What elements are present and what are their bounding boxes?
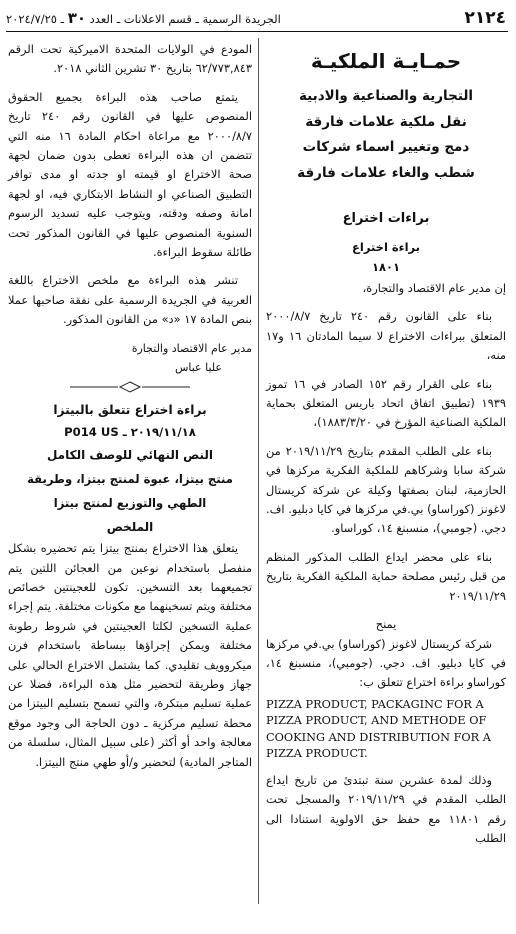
closing-text: وذلك لمدة عشرين سنة تبتدئ من تاريخ ايداع الطلب المقدم في ٢٠١٩/١١/٢٩ والمسجل تحت رقم ١١٨٠١ مع حفظ حق الاولوية استنادا الى الطلب — [266, 772, 506, 845]
abstract-label: الملخص — [106, 520, 154, 535]
rights-paragraph: يتمتع صاحب هذه البراءة بجميع الحقوق المنصوص عليها في القانون رقم ٢٤٠ تاريخ ٢٠٠٠/٨/٧ مع مراعاة احكام المادة ١٦ منه التي تتضمن ان هذه البراءة تعطى بدون ضمان لجهة صحة الاختراع او قيمته او جدته او مدى توافر التطبيق الصناعي او النشاط الابتكاري فيه، او لجهة امانة وصفه ودقته، ويتوجب عليه تسديد الرسوم السنوية المنصوص عليها في القانون المذكور تحت طائلة سقوط البراءة. — [8, 89, 252, 260]
paragraph-decision: بناء على القرار رقم ١٥٢ الصادر في ١٦ تموز ١٩٣٩ (تطبيق اتفاق اتحاد باريس المتعلق بحماية الملكية الصناعية المؤرخ في ١٨٨٣/٣/٢٠)، — [266, 376, 506, 430]
page-header — [6, 6, 506, 30]
page-number: ٢١٢٤ — [464, 8, 506, 28]
header-rule — [6, 31, 508, 32]
paragraph-director: إن مدير عام الاقتصاد والتجارة، — [362, 281, 506, 295]
gazette-name: الجريدة الرسمية ـ قسم الاعلانات ـ العدد — [89, 12, 281, 26]
paragraph-law: بناء على القانون رقم ٢٤٠ تاريخ ٢٠٠٠/٨/٧ المتعلق ببراءات الاختراع لا سيما المادتان ١٦ و١٧ منه، — [266, 309, 507, 363]
full-description-label: النص النهائي للوصف الكامل — [46, 448, 214, 463]
paragraph-application: بناء على الطلب المقدم بتاريخ ٢٠١٩/١١/٢٩ من شركة سابا وشركاهم للملكية الفكرية مركزها في الحازمية، لبنان بصفتها وكيلة عن شركة كريستال لاغونز (كوراساو) بي.في مركزها في كايا دبليو. اف. دجي. (جومبي)، منسبنغ ١٤، كوراساو. — [266, 443, 506, 536]
abstract-text: يتعلق هذا الاختراع بمنتج بيتزا يتم تحضيره بشكل منفصل باستخدام نوعين من العجائن اللتين يتم تجميعهما بعد التسخين. تكون للعجينتين خصائص مختلفة ويتم تسخينهما مع مكونات مختلفة. يتم إجراء عملية التسخين لكلتا العجينتين في شروط رطوبة مختلفة ويمكن إجراؤها ببساطة باستخدام فرن ميكروويف تقليدي. كما يشتمل الاختراع الحالي على جهاز وطريقة لتحضير مثل هذه البراءة، فضلا عن عملية تسليم مبتكرة، والتي تسمح بتسليم البيتزا من محطة تسليم مركزية ـ دون الحاجة الى وجود موقع معالجة واحد أو أكثر (على سبيل المثال، سلسلة من المتاجر المادية) لتحضير و/أو طهي منتج البيتزا. — [8, 541, 252, 769]
issue-date: ـ ٢٠٢٤/٧/٢٥ — [6, 12, 65, 26]
grant-text: شركة كريستال لاغونز (كوراساو) بي.في مركزها في كايا دبليو. اف. دجي. (جومبي)، منسبنغ ١٤، كوراساو براءة اختراع تتعلق ب: — [266, 636, 506, 690]
right-column — [266, 40, 506, 926]
signatory-title: مدير عام الاقتصاد والتجارة — [131, 341, 252, 355]
english-patent-title: PIZZA PRODUCT, PACKAGINC FOR A PIZZA PRODUCT, AND METHODE OF COOKING AND DISTRIBUTION FOR A PIZZA PRODUCT. — [266, 697, 491, 761]
invention-title: منتج بيتزا، عبوة لمنتج بيتزا، وطريقة الطهي والتوزيع لمنتج بيتزا — [27, 472, 233, 511]
ornament-divider — [8, 381, 252, 393]
column-divider — [258, 38, 259, 904]
block-reference: P014 US ٢٠١٩/١١/١٨ ـ — [64, 425, 196, 440]
subtitle-2: نقل ملكية علامات فارقة — [305, 113, 467, 130]
section-main-title: حمـايـة الملكيـة — [310, 49, 462, 73]
subtitle-1: التجارية والصناعية والادبية — [298, 88, 474, 104]
left-column — [8, 40, 252, 926]
signatory-name: عليا عباس — [174, 360, 222, 374]
patent-label: براءة اختراع — [352, 240, 420, 254]
gazette-header-text — [6, 9, 281, 27]
subtitle-4: شطب والغاء علامات فارقة — [297, 164, 475, 181]
priority-paragraph: المودع في الولايات المتحدة الاميركية تحت الرقم ٦٢/٧٧٣,٨٤٣ بتاريخ ٣٠ تشرين الثاني ٢٠١٨. — [8, 42, 252, 76]
patent-number: ١٨٠١ — [371, 260, 401, 274]
paragraph-deposit: بناء على محضر ايداع الطلب المذكور المنظم من قبل رئيس مصلحة حماية الملكية الفكرية بتاريخ ٢٠١٩/١١/٢٩ — [266, 549, 506, 603]
issue-number: ٣٠ — [67, 9, 86, 27]
patents-section-title: براءات اختراع — [342, 211, 430, 226]
grants-label: يمنح — [375, 617, 397, 632]
publication-paragraph: تنشر هذه البراءة مع ملخص الاختراع باللغة العربية في الجريدة الرسمية على نفقة صاحبها عملا بنص المادة ١٧ «د» من القانون المذكور. — [8, 273, 252, 327]
subtitle-3: دمج وتغيير اسماء شركات — [302, 139, 470, 155]
block-title: براءة اختراع تتعلق بالبيتزا — [53, 402, 207, 417]
